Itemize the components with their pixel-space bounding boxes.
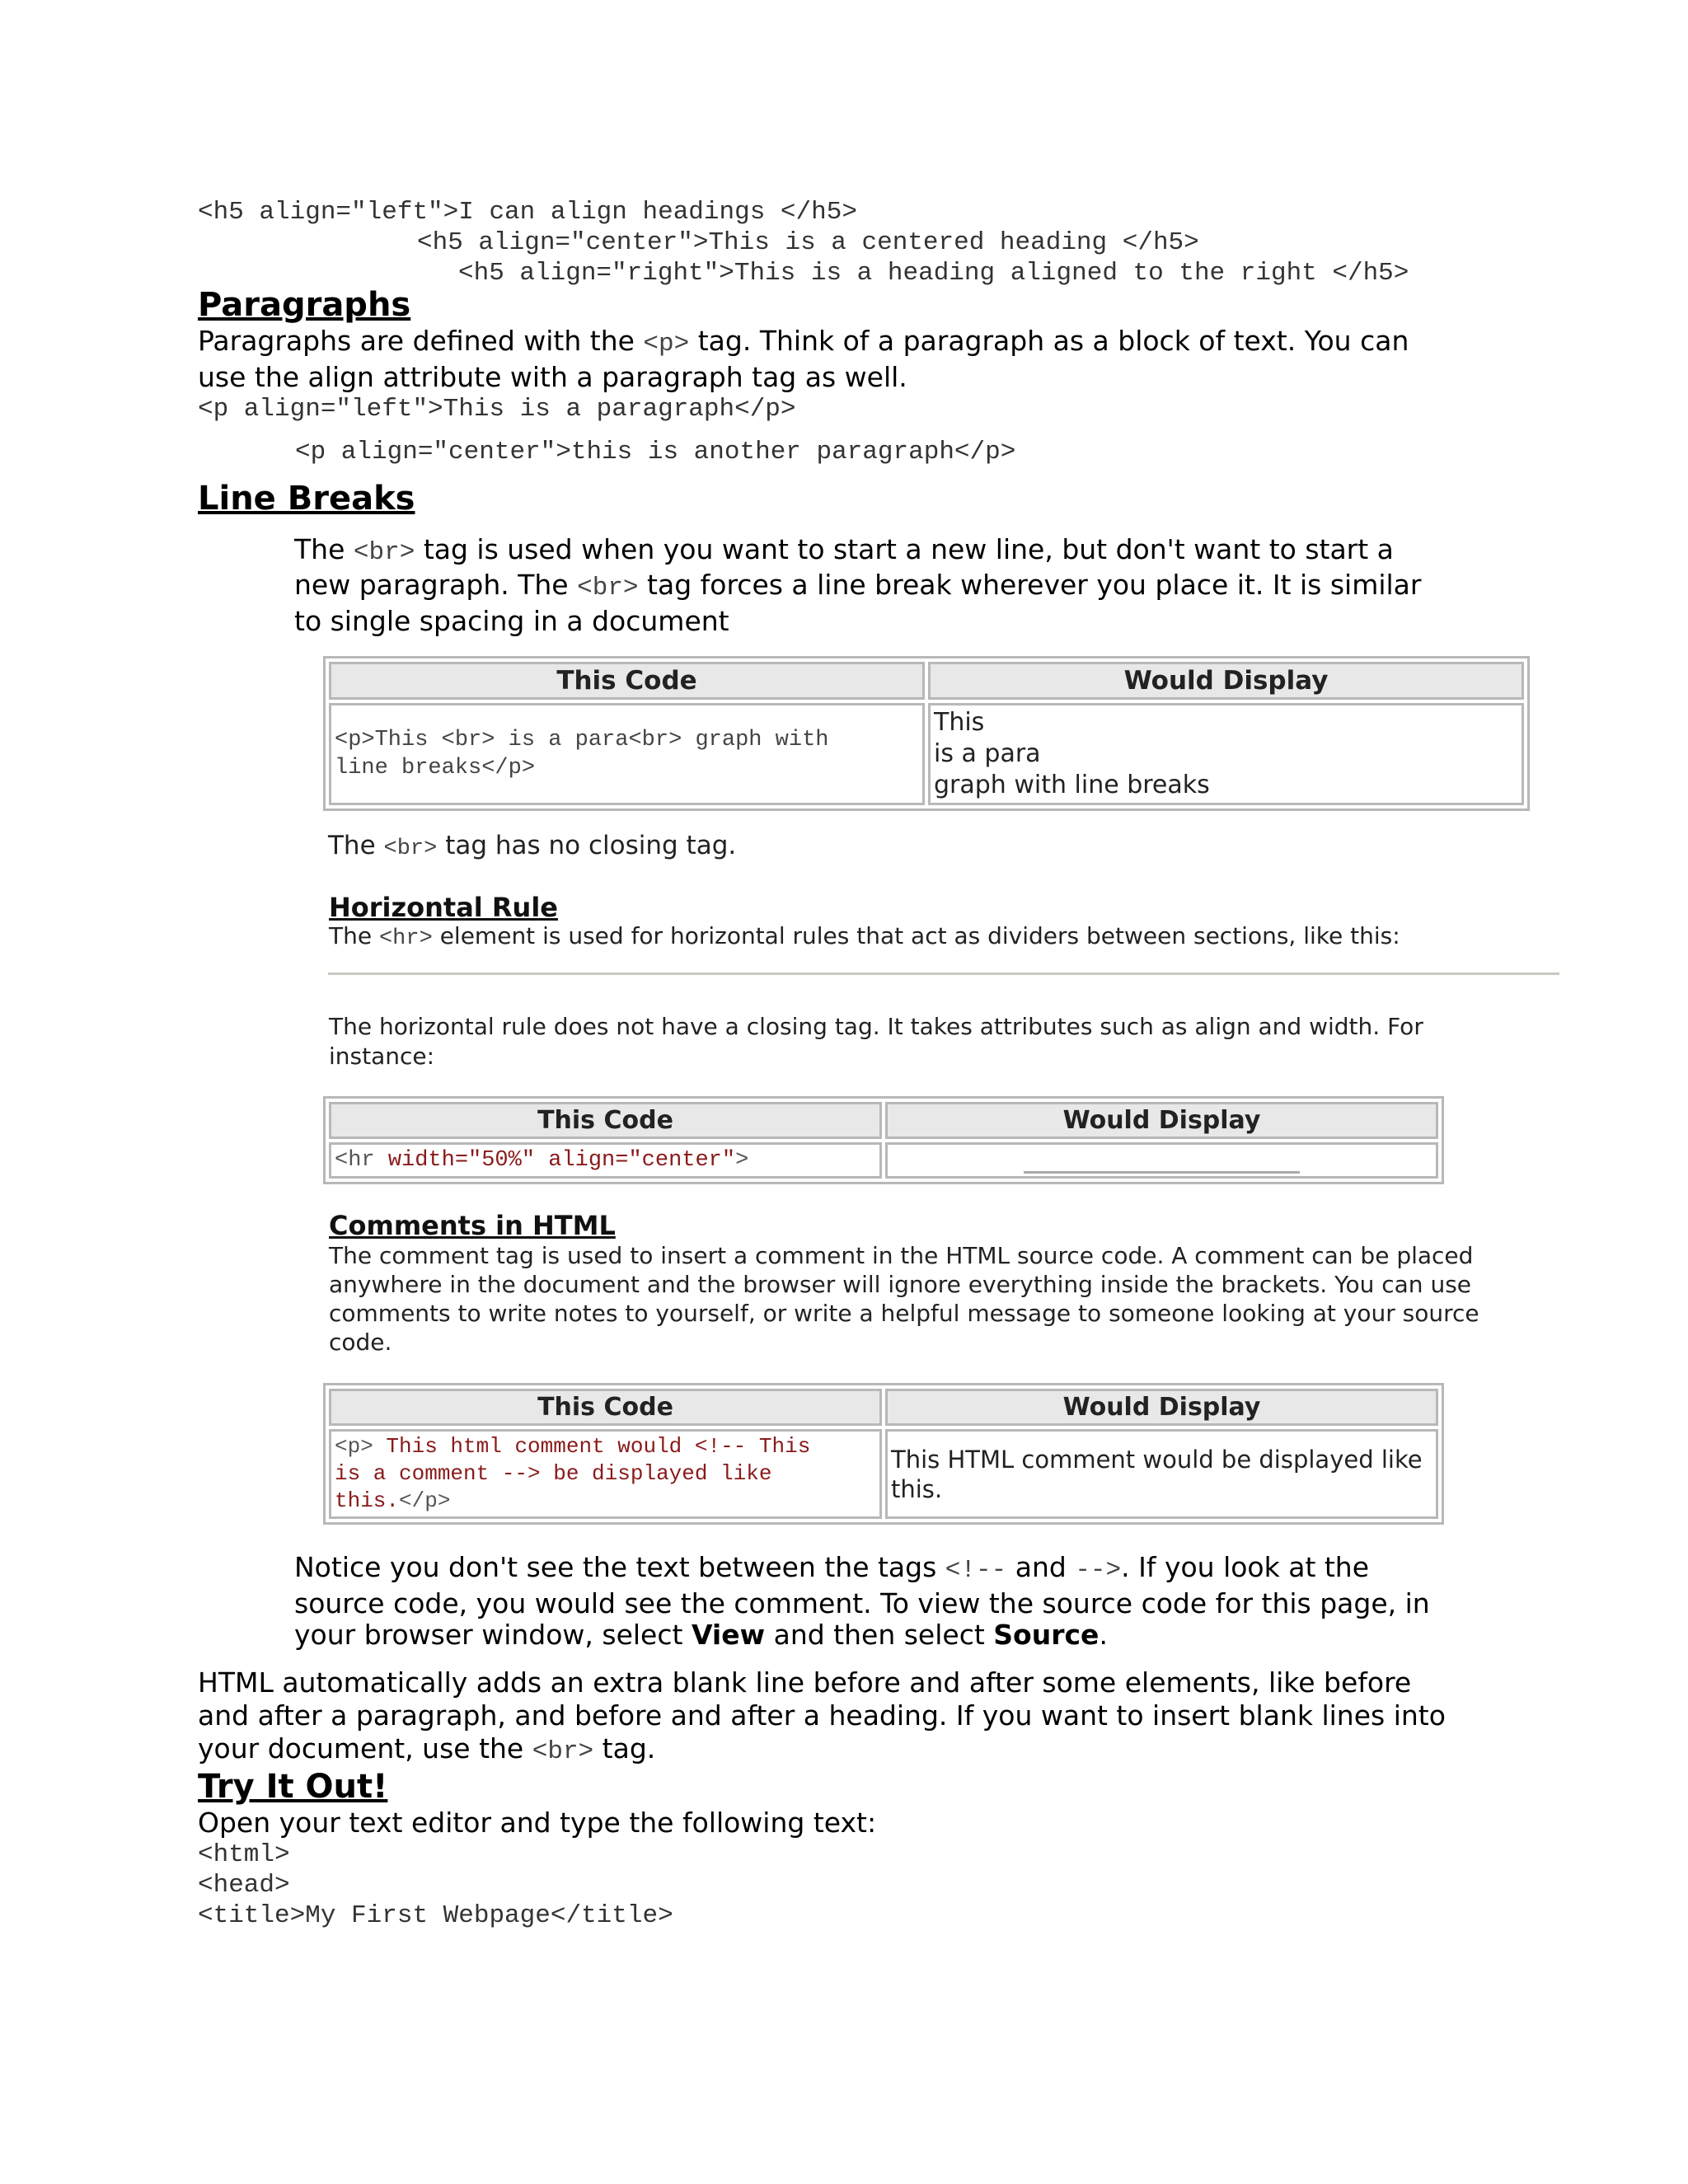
table-cell-display	[928, 703, 1524, 805]
inline-code-comment-open: <!--	[945, 1556, 1007, 1585]
auto-blank-line-1: HTML automatically adds an extra blank line before and after some elements, like before	[198, 1666, 1412, 1699]
text: . If you look at the	[1121, 1551, 1370, 1583]
text: element is used for horizontal rules that act as dividers between sections, like this:	[439, 922, 1400, 949]
code-text	[335, 1433, 876, 1460]
text: tag is used when you want to start a new line, but don't want to start a	[423, 533, 1394, 565]
inline-code-br: <br>	[383, 837, 438, 861]
section-heading-paragraphs: Paragraphs	[198, 286, 411, 324]
code-content: this.	[335, 1488, 400, 1513]
inline-code-comment-close: -->	[1075, 1556, 1122, 1585]
inline-code-p: <p>	[643, 330, 690, 359]
inline-code-br: <br>	[532, 1737, 594, 1766]
display-line: This HTML comment would be displayed like	[891, 1445, 1423, 1474]
table-cell-code	[329, 1142, 882, 1179]
text: The	[329, 922, 373, 949]
horizontal-rule-intro	[329, 921, 1400, 954]
br-no-closing-text	[328, 831, 736, 864]
text: Notice you don't see the text between the tags	[294, 1551, 937, 1583]
menu-source-label: Source	[993, 1619, 1100, 1651]
display-line: graph with line breaks	[934, 771, 1210, 799]
table-header-code: This Code	[329, 1102, 882, 1139]
inline-code-hr: <hr>	[378, 926, 433, 951]
table-header-display: Would Display	[928, 662, 1524, 700]
horizontal-rule-para-line-2: instance:	[329, 1043, 435, 1070]
code-text	[335, 1488, 876, 1515]
code-text	[335, 1148, 748, 1173]
comments-line-2: anywhere in the document and the browser will ignore everything inside the brackets. You can use	[329, 1271, 1472, 1298]
text: your browser window, select	[294, 1619, 683, 1651]
comments-line-1: The comment tag is used to insert a comment in the HTML source code. A comment can be placed	[329, 1242, 1474, 1269]
section-heading-try-it-out: Try It Out!	[198, 1768, 388, 1806]
table-cell-display	[885, 1142, 1438, 1179]
code-line-head: <head>	[198, 1871, 290, 1900]
comments-line-3: comments to write notes to yourself, or write a helpful message to someone looking at your source	[329, 1300, 1479, 1327]
auto-blank-line-2: and after a paragraph, and before and after a heading. If you want to insert blank lines into	[198, 1699, 1446, 1732]
code-tag: <hr	[335, 1148, 388, 1173]
horizontal-rule-para-line-1: The horizontal rule does not have a closing tag. It takes attributes such as align and width. For	[329, 1013, 1423, 1040]
try-it-intro: Open your text editor and type the following text:	[198, 1807, 877, 1839]
section-heading-line-breaks: Line Breaks	[198, 480, 415, 518]
table-cell-code	[329, 1429, 882, 1519]
notice-line-1	[294, 1549, 1369, 1589]
line-breaks-text-line-3: to single spacing in a document	[294, 605, 729, 637]
hr-example-table	[323, 1096, 1444, 1184]
text: tag. Think of a paragraph as a block of text. You can	[697, 325, 1409, 357]
table-header-code: This Code	[329, 662, 925, 700]
display-line: this.	[891, 1474, 943, 1503]
notice-line-2: source code, you would see the comment. To view the source code for this page, in	[294, 1587, 1430, 1619]
text: The	[294, 533, 345, 565]
inline-code-br: <br>	[353, 538, 415, 567]
subheading-comments: Comments in HTML	[329, 1210, 616, 1241]
code-line-h5-center: <h5 align="center">This is a centered heading </h5>	[417, 228, 1199, 257]
line-break-example-table	[323, 656, 1530, 811]
horizontal-rule-divider	[328, 972, 1559, 975]
display-line: is a para	[934, 739, 1041, 768]
line-breaks-text-line-2	[294, 567, 1421, 607]
table-cell-code	[329, 703, 925, 805]
code-attributes: width="50%" align="center"	[387, 1148, 736, 1173]
table-header-display: Would Display	[885, 1102, 1438, 1139]
inline-code-br: <br>	[577, 574, 639, 602]
text: tag.	[602, 1732, 656, 1765]
text: The	[328, 831, 376, 860]
comments-line-4: code.	[329, 1329, 392, 1356]
comment-example-table	[323, 1383, 1444, 1525]
code-tag: >	[735, 1148, 749, 1173]
table-cell-display	[885, 1429, 1438, 1519]
code-line-p-left: <p align="left">This is a paragraph</p>	[198, 395, 796, 424]
code-line-h5-right: <h5 align="right">This is a heading aligned to the right </h5>	[458, 259, 1409, 288]
auto-blank-line-3	[198, 1731, 655, 1770]
menu-view-label: View	[691, 1619, 766, 1651]
code-text: <p>This <br> is a para<br> graph with	[335, 728, 829, 752]
paragraphs-text-line-1	[198, 323, 1409, 363]
text: tag forces a line break wherever you place it. It is similar	[647, 569, 1422, 601]
text: .	[1099, 1619, 1108, 1651]
table-header-code: This Code	[329, 1389, 882, 1426]
text: Paragraphs are defined with the	[198, 325, 635, 357]
display-line: This	[934, 708, 985, 737]
code-line-title: <title>My First Webpage</title>	[198, 1901, 673, 1930]
text: and	[1015, 1551, 1067, 1583]
text: tag has no closing tag.	[445, 831, 737, 860]
subheading-horizontal-rule: Horizontal Rule	[329, 892, 558, 923]
text: your document, use the	[198, 1732, 524, 1765]
line-breaks-text-line-1	[294, 532, 1394, 571]
notice-line-3	[294, 1617, 1108, 1653]
text: new paragraph. The	[294, 569, 569, 601]
code-text: is a comment --> be displayed like	[335, 1461, 772, 1486]
code-tag: </p>	[399, 1488, 451, 1513]
text: and then select	[773, 1619, 985, 1651]
half-width-rule	[1024, 1171, 1300, 1174]
code-line-h5-left: <h5 align="left">I can align headings </h5>	[198, 198, 857, 227]
code-tag: <p>	[335, 1434, 373, 1459]
code-line-p-center: <p align="center">this is another paragraph</p>	[295, 438, 1016, 466]
code-content: This html comment would <!-- This	[373, 1434, 811, 1459]
table-header-display: Would Display	[885, 1389, 1438, 1426]
code-line-html: <html>	[198, 1840, 290, 1869]
code-text: line breaks</p>	[335, 756, 536, 780]
paragraphs-text-line-2: use the align attribute with a paragraph tag as well.	[198, 361, 907, 393]
